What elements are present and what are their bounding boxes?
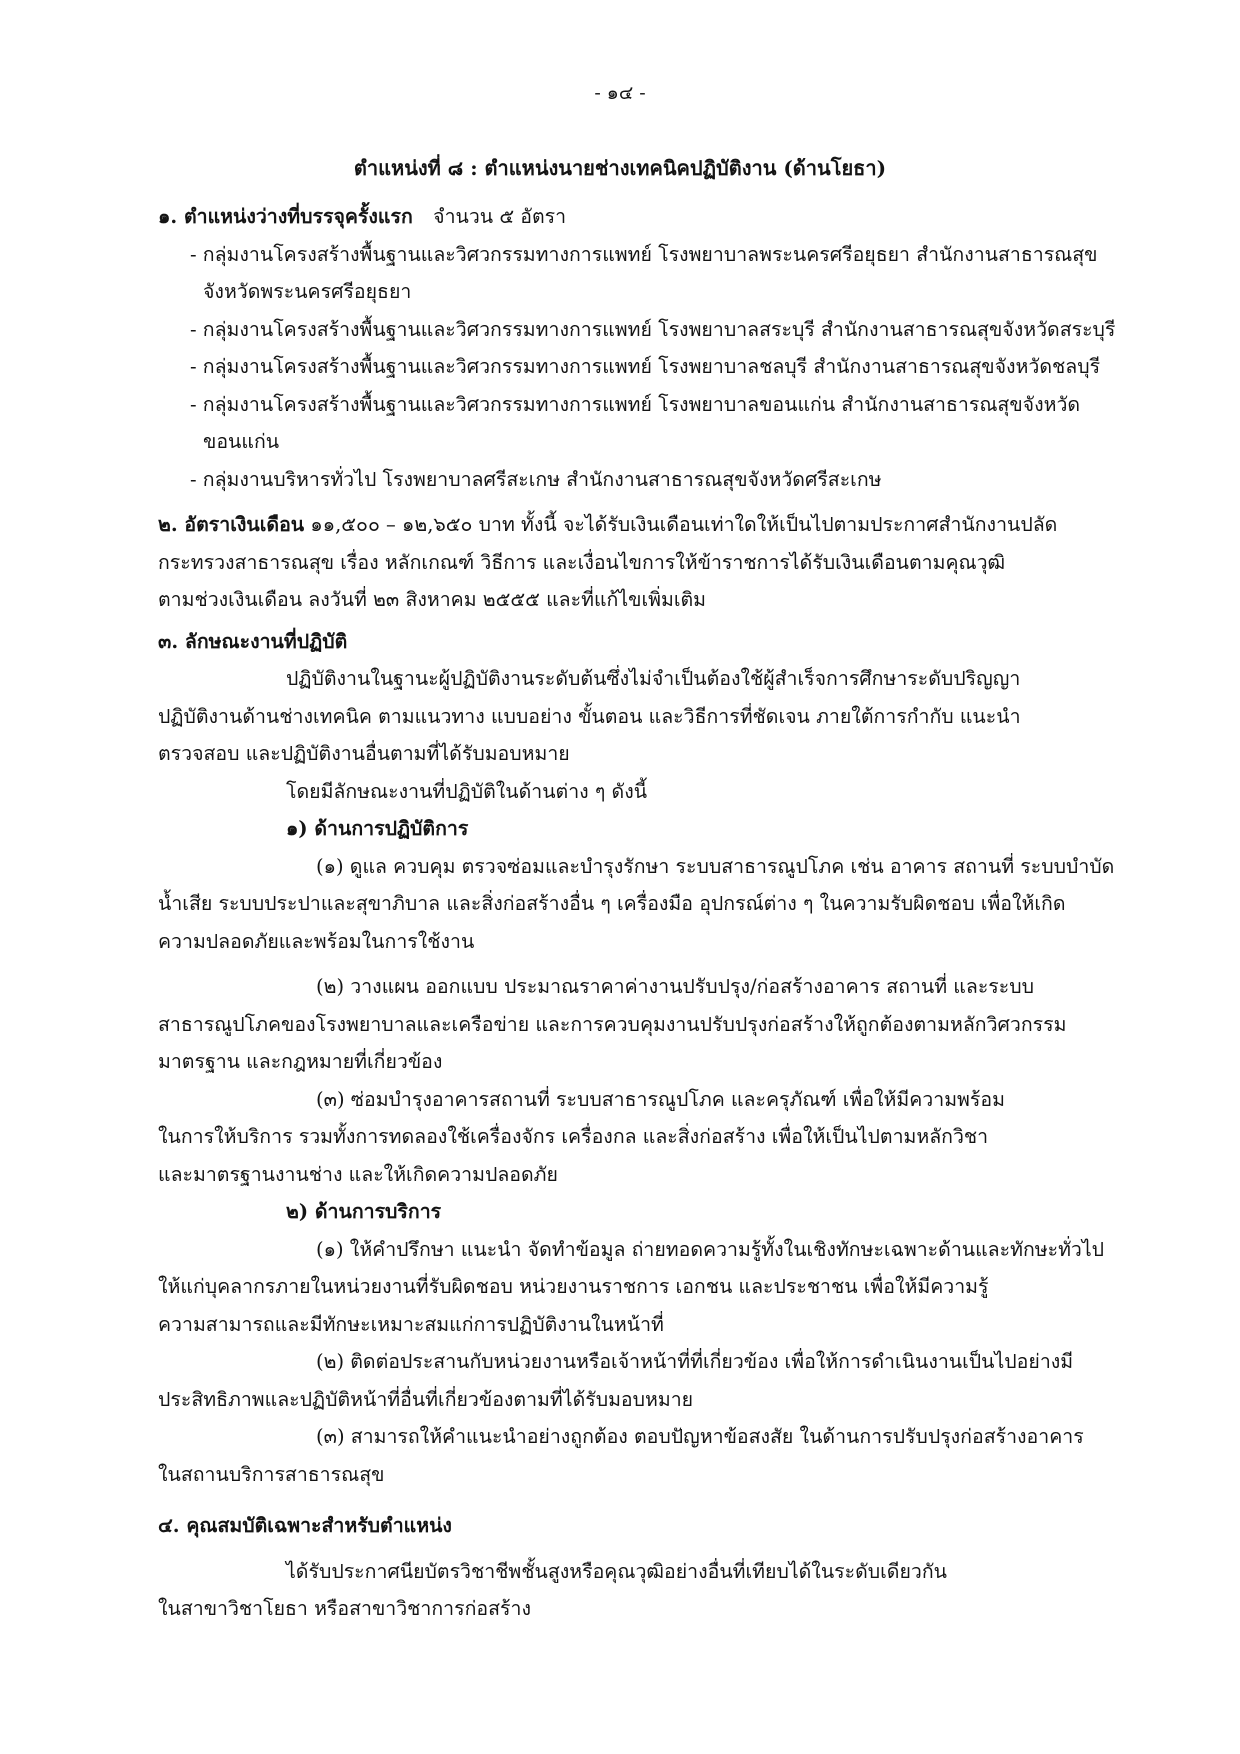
services-item-line: ให้แก่บุคลากรภายในหน่วยงานที่รับผิดชอบ หน่วยงานราชการ เอกชน และประชาชน เพื่อให้มีความรู้ [158,1275,989,1298]
salary-line: ตามช่วงเงินเดือน ลงวันที่ ๒๓ สิงหาคม ๒๕๕๕ และที่แก้ไขเพิ่มเติม [158,588,707,611]
vacancy-count: จำนวน ๕ อัตรา [433,205,567,228]
section-4-title: ๔. คุณสมบัติเฉพาะสำหรับตำแหน่ง [158,1514,452,1537]
duty-intro-line: ปฏิบัติงานด้านช่างเทคนิค ตามแนวทาง แบบอย่าง ขั้นตอน และวิธีการที่ชัดเจน ภายใต้การกำกับ แนะนำ [158,704,1021,728]
services-item-line: (๑) ให้คำปรึกษา แนะนำ จัดทำข้อมูล ถ่ายทอดความรู้ทั้งในเชิงทักษะเฉพาะด้านและทักษะทั่วไป [316,1237,1105,1261]
services-item-line: (๓) สามารถให้คำแนะนำอย่างถูกต้อง ตอบปัญหาข้อสงสัย ในด้านการปรับปรุงก่อสร้างอาคาร [316,1425,1084,1448]
section-3-title: ๓. ลักษณะงานที่ปฏิบัติ [158,629,348,653]
section-1-heading [158,198,1136,236]
services-item-line: (๒) ติดต่อประสานกับหน่วยงานหรือเจ้าหน้าที่ที่เกี่ยวข้อง เพื่อให้การดำเนินงานเป็นไปอย่างมี [316,1350,1074,1373]
duty-intro-line: ตรวจสอบ และปฏิบัติงานอื่นตามที่ได้รับมอบหมาย [158,742,570,765]
operations-heading: ๑) ด้านการปฏิบัติการ [286,817,469,840]
operations-item-line: มาตรฐาน และกฎหมายที่เกี่ยวข้อง [158,1050,443,1073]
services-item-line: ประสิทธิภาพและปฏิบัติหน้าที่อื่นที่เกี่ยวข้องตามที่ได้รับมอบหมาย [158,1387,694,1411]
operations-item-line: (๒) วางแผน ออกแบบ ประมาณราคาค่างานปรับปรุง/ก่อสร้างอาคาร สถานที่ และระบบ [316,975,1034,998]
operations-item-line: น้ำเสีย ระบบประปาและสุขาภิบาล และสิ่งก่อสร้างอื่น ๆ เครื่องมือ อุปกรณ์ต่าง ๆ ในความรับผิดชอบ เพื่อให้เกิด [158,892,1066,915]
page-number: - ๑๔ - [594,82,646,104]
operations-item-line: และมาตรฐานงานช่าง และให้เกิดความปลอดภัย [158,1162,558,1186]
salary-line: ๑๑,๕๐๐ – ๑๒,๖๕๐ บาท ทั้งนี้ จะได้รับเงินเดือนเท่าใดให้เป็นไปตามประกาศสำนักงานปลัด [310,513,1058,536]
vacancy-item-continuation: จังหวัดพระนครศรีอยุธยา [203,280,412,303]
operations-item-line: สาธารณูปโภคของโรงพยาบาลและเครือข่าย และการควบคุมงานปรับปรุงก่อสร้างให้ถูกต้องตามหลักวิศวกรรม [158,1012,1067,1036]
salary-paragraph [158,506,1136,544]
operations-item-line: ในการให้บริการ รวมทั้งการทดลองใช้เครื่องจักร เครื่องกล และสิ่งก่อสร้าง เพื่อให้เป็นไปตามหลักวิชา [158,1125,989,1148]
section-1-title: ๑. ตำแหน่งว่างที่บรรจุครั้งแรก [158,205,413,228]
vacancy-item: - กลุ่มงานโครงสร้างพื้นฐานและวิศวกรรมทางการแพทย์ โรงพยาบาลขอนแก่น สำนักงานสาธารณสุขจังหวัดขอนแก่น [190,392,1081,453]
vacancy-item: - กลุ่มงานบริหารทั่วไป โรงพยาบาลศรีสะเกษ สำนักงานสาธารณสุขจังหวัดศรีสะเกษ [190,467,882,491]
operations-item-line: (๓) ซ่อมบำรุงอาคารสถานที่ ระบบสาธารณูปโภค และครุภัณฑ์ เพื่อให้มีความพร้อม [316,1087,1005,1111]
services-heading: ๒) ด้านการบริการ [286,1200,442,1223]
vacancy-item: - กลุ่มงานโครงสร้างพื้นฐานและวิศวกรรมทางการแพทย์ โรงพยาบาลชลบุรี สำนักงานสาธารณสุขจังหวัดชลบุรี [190,355,1101,378]
qualification-line: ได้รับประกาศนียบัตรวิชาชีพชั้นสูงหรือคุณวุฒิอย่างอื่นที่เทียบได้ในระดับเดียวกัน [286,1559,947,1583]
section-2-title: ๒. อัตราเงินเดือน [158,513,305,536]
operations-item-line: ความปลอดภัยและพร้อมในการใช้งาน [158,929,475,953]
vacancy-item: - กลุ่มงานโครงสร้างพื้นฐานและวิศวกรรมทางการแพทย์ โรงพยาบาลพระนครศรีอยุธยา สำนักงานสาธารณสุข [190,242,1098,266]
services-item-line: ความสามารถและมีทักษะเหมาะสมแก่การปฏิบัติงานในหน้าที่ [158,1312,664,1336]
vacancy-item: - กลุ่มงานโครงสร้างพื้นฐานและวิศวกรรมทางการแพทย์ โรงพยาบาลสระบุรี สำนักงานสาธารณสุขจังหวัดสระบุรี [190,317,1116,341]
duty-intro-line: ปฏิบัติงานในฐานะผู้ปฏิบัติงานระดับต้นซึ่งไม่จำเป็นต้องใช้ผู้สำเร็จการศึกษาระดับปริญญา [286,667,1021,690]
position-title: ตำแหน่งที่ ๘ : ตำแหน่งนายช่างเทคนิคปฏิบัติงาน (ด้านโยธา) [353,156,887,180]
services-item-line: ในสถานบริการสาธารณสุข [158,1462,385,1486]
duty-lead: โดยมีลักษณะงานที่ปฏิบัติในด้านต่าง ๆ ดังนี้ [286,779,648,803]
salary-line: กระทรวงสาธารณสุข เรื่อง หลักเกณฑ์ วิธีการ และเงื่อนไขการให้ข้าราชการได้รับเงินเดือนตามคุณวุฒิ [158,550,1006,574]
qualification-line: ในสาขาวิชาโยธา หรือสาขาวิชาการก่อสร้าง [158,1597,531,1620]
document-body [158,198,1136,1628]
operations-item-line: (๑) ดูแล ควบคุม ตรวจซ่อมและบำรุงรักษา ระบบสาธารณูปโภค เช่น อาคาร สถานที่ ระบบบำบัด [316,854,1115,878]
